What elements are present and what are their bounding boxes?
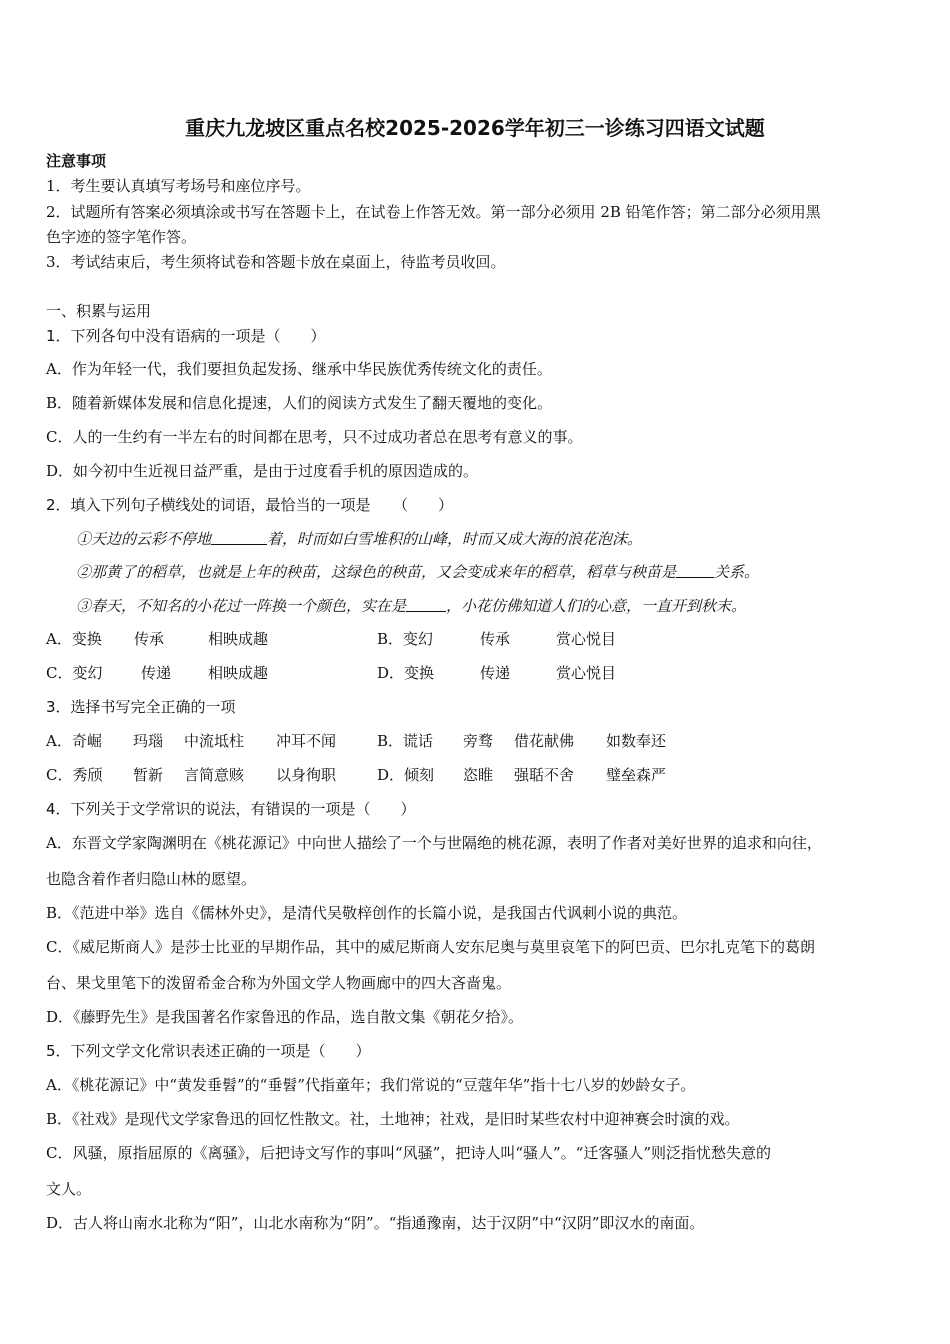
option-word: 强聒不舍 — [514, 766, 575, 784]
q1-option-c: C．人的一生约有一半左右的时间都在思考，只不过成功者总在思考有意义的事。 — [46, 428, 583, 446]
question-2-stem: 2．填入下列句子横线处的词语，最恰当的一项是 （ ） — [46, 496, 454, 514]
option-word: 借花献佛 — [514, 732, 575, 750]
notice-item: 2．试题所有答案必须填涂或书写在答题卡上，在试卷上作答无效。第一部分必须用 2B 铅笔作答；第二部分必须用黑 — [46, 203, 821, 221]
option-word: 暂新 — [133, 766, 164, 784]
option-word: 玛瑙 — [133, 732, 164, 750]
option-word: D．倾刻 — [377, 766, 435, 784]
question-1-stem: 1．下列各句中没有语病的一项是（ ） — [46, 327, 326, 345]
section-heading: 一、积累与运用 — [46, 302, 152, 320]
q1-option-b: B．随着新媒体发展和信息化提速，人们的阅读方式发生了翻天覆地的变化。 — [46, 394, 553, 412]
notice-heading: 注意事项 — [46, 152, 107, 170]
q5-option-a: A．《桃花源记》中“黄发垂髫”的“垂髫”代指童年；我们常说的“豆蔻年华”指十七八岁的妙龄女子。 — [46, 1076, 696, 1094]
notice-item: 1．考生要认真填写考场号和座位序号。 — [46, 177, 311, 195]
q2-sentence-3 — [76, 596, 746, 616]
q1-option-a: A．作为年轻一代，我们要担负起发扬、继承中华民族优秀传统文化的责任。 — [46, 360, 552, 378]
option-word: 旁骛 — [463, 732, 494, 750]
option-word: 相映成趣 — [208, 664, 269, 682]
sentence-text: ①天边的云彩不停地 — [76, 530, 212, 548]
q2-sentence-2 — [76, 562, 759, 582]
option-word: 冲耳不闻 — [276, 732, 337, 750]
q4-option-c-cont: 台、果戈里笔下的泼留希金合称为外国文学人物画廊中的四大吝啬鬼。 — [46, 974, 512, 992]
option-word: 传承 — [480, 630, 511, 648]
option-word: 璧垒森严 — [606, 766, 667, 784]
fill-blank — [211, 530, 267, 545]
option-word: 传承 — [134, 630, 165, 648]
notice-item: 色字迹的签字笔作答。 — [46, 228, 197, 246]
question-4-stem: 4．下列关于文学常识的说法，有错误的一项是（ ） — [46, 800, 416, 818]
option-word: A．奇崛 — [46, 732, 102, 750]
sentence-text: ②那黄了的稻草，也就是上年的秧苗，这绿色的秧苗，又会变成来年的稻草，稻草与秧苗是 — [76, 563, 677, 581]
option-word: B．谎话 — [377, 732, 434, 750]
option-word: B．变幻 — [377, 630, 434, 648]
option-word: 赏心悦目 — [556, 664, 617, 682]
option-word: 相映成趣 — [208, 630, 269, 648]
q4-option-b: B．《范进中举》选自《儒林外史》，是清代吴敬梓创作的长篇小说，是我国古代讽刺小说的典范。 — [46, 904, 688, 922]
q4-option-a-cont: 也隐含着作者归隐山林的愿望。 — [46, 870, 257, 888]
question-3-stem: 3．选择书写完全正确的一项 — [46, 698, 236, 716]
sentence-text: 着，时而如白雪堆积的山峰，时而又成大海的浪花泡沫。 — [267, 530, 643, 548]
option-word: 如数奉还 — [606, 732, 667, 750]
sentence-text: ，小花仿佛知道人们的心意，一直开到秋末。 — [446, 597, 747, 615]
notice-item: 3．考试结束后，考生须将试卷和答题卡放在桌面上，待监考员收回。 — [46, 253, 506, 271]
option-word: 传递 — [141, 664, 172, 682]
option-word: A．变换 — [46, 630, 102, 648]
q4-option-a: A．东晋文学家陶渊明在《桃花源记》中向世人描绘了一个与世隔绝的桃花源，表明了作者对美好世界的追求和向往， — [46, 834, 822, 852]
q4-option-c: C．《威尼斯商人》是莎士比亚的早期作品，其中的威尼斯商人安东尼奥与莫里哀笔下的阿巴贡、巴尔扎克笔下的葛朗 — [46, 938, 815, 956]
fill-blank — [676, 563, 714, 578]
option-word: 中流坻柱 — [184, 732, 245, 750]
option-word: D．变换 — [377, 664, 435, 682]
q5-option-d: D．古人将山南水北称为“阳”，山北水南称为“阴”。“指通豫南，达于汉阴”中“汉阴”即汉水的南面。 — [46, 1214, 705, 1232]
sentence-text: 关系。 — [714, 563, 760, 581]
option-word: 以身徇职 — [276, 766, 337, 784]
option-word: 传递 — [480, 664, 511, 682]
fill-blank — [406, 597, 446, 612]
q1-option-d: D．如今初中生近视日益严重，是由于过度看手机的原因造成的。 — [46, 462, 479, 480]
question-5-stem: 5．下列文学文化常识表述正确的一项是（ ） — [46, 1042, 371, 1060]
option-word: 言简意赅 — [184, 766, 245, 784]
q5-option-c: C．风骚，原指屈原的《离骚》，后把诗文写作的事叫“风骚”，把诗人叫“骚人”。“迁客骚人”则泛指忧愁失意的 — [46, 1144, 771, 1162]
option-word: 恣睢 — [463, 766, 494, 784]
page-title: 重庆九龙坡区重点名校2025-2026学年初三一诊练习四语文试题 — [185, 116, 765, 140]
option-word: C．变幻 — [46, 664, 103, 682]
sentence-text: ③春天，不知名的小花过一阵换一个颜色，实在是 — [76, 597, 407, 615]
q4-option-d: D．《藤野先生》是我国著名作家鲁迅的作品，选自散文集《朝花夕拾》。 — [46, 1008, 524, 1026]
q5-option-c-cont: 文人。 — [46, 1180, 92, 1198]
option-word: 赏心悦目 — [556, 630, 617, 648]
q5-option-b: B．《社戏》是现代文学家鲁迅的回忆性散文。社，土地神；社戏，是旧时某些农村中迎神赛会时演的戏。 — [46, 1110, 740, 1128]
q2-sentence-1 — [76, 529, 642, 549]
option-word: C．秀颀 — [46, 766, 103, 784]
